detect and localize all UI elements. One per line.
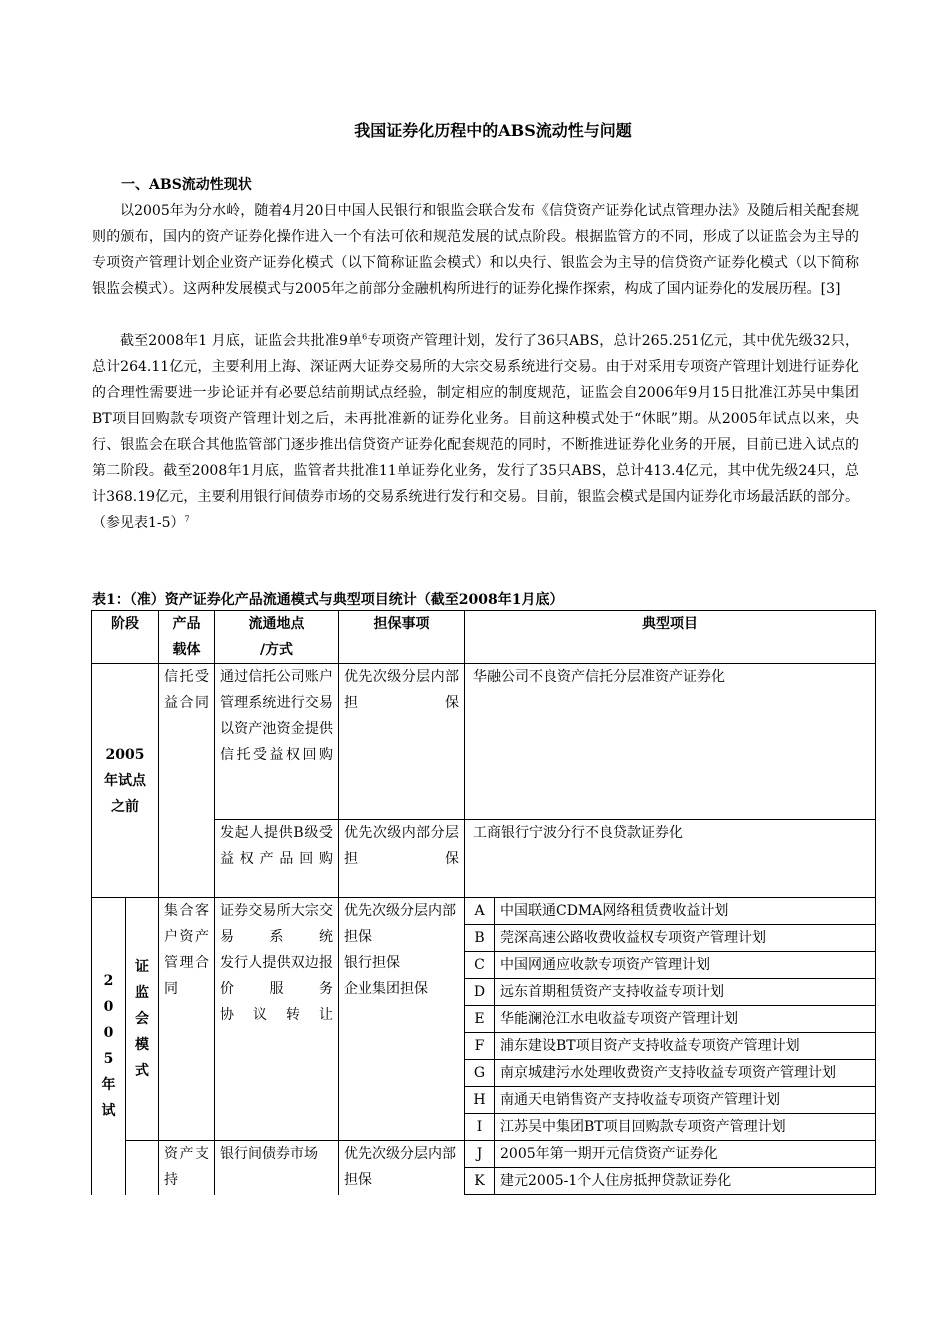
csrc-carrier: 集合客户资产管理合同 xyxy=(159,898,215,1141)
project-letter: H xyxy=(465,1087,495,1114)
project-letter: J xyxy=(465,1141,495,1168)
guarantee-cell: 优先次级分层内部担保 xyxy=(339,664,465,820)
stage-pre2005: 2005 年试点 之前 xyxy=(92,664,159,898)
table-header-row xyxy=(92,611,876,664)
project-name: 中国网通应收款专项资产管理计划 xyxy=(495,952,876,979)
footnote-ref-6: 6 xyxy=(362,332,368,342)
csrc-venue: 证券交易所大宗交易系统 发行人提供双边报价服务 协议转让 xyxy=(215,898,339,1141)
cbrc-venue: 银行间债券市场 xyxy=(215,1141,339,1195)
project-letter: D xyxy=(465,979,495,1006)
stage-2005-trial: 2 0 0 5 年 试 xyxy=(92,898,126,1195)
section-heading: 一、ABS流动性现状 xyxy=(121,177,252,193)
project-name: 2005年第一期开元信贷资产证券化 xyxy=(495,1141,876,1168)
project-cell: 工商银行宁波分行不良贷款证券化 xyxy=(465,820,876,898)
project-name: 远东首期租赁资产支持收益专项计划 xyxy=(495,979,876,1006)
project-letter: B xyxy=(465,925,495,952)
header-stage: 阶段 xyxy=(92,611,159,664)
venue-cell: 通过信托公司账户管理系统进行交易 以资产池资金提供信托受益权回购 xyxy=(215,664,339,820)
carrier-trust: 信托受益合同 xyxy=(159,664,215,898)
abs-table xyxy=(91,610,876,1195)
project-name: 中国联通CDMA网络租赁费收益计划 xyxy=(495,898,876,925)
header-venue: 流通地点 /方式 xyxy=(215,611,339,664)
project-letter: K xyxy=(465,1168,495,1195)
paragraph-1: 以2005年为分水岭，随着4月20日中国人民银行和银监会联合发布《信贷资产证券化试点管理办法》及随后相关配套规则的颁布，国内的资产证券化操作进入一个有法可依和规范发展的试点阶段。根据监管方的不同，形成了以证监会为主导的专项资产管理计划企业资产证券化模式（以下简称证监会模式）和以央行、银监会为主导的信贷资产证券化模式（以下简称银监会模式）。这两种发展模式与2005年之前部分金融机构所进行的证券化操作探索，构成了国内证券化的发展历程。[3] xyxy=(92,203,859,297)
project-letter: C xyxy=(465,952,495,979)
paragraph-2-part-a: 截至2008年1 月底，证监会共批准9单 xyxy=(120,333,363,349)
project-letter: G xyxy=(465,1060,495,1087)
project-letter: A xyxy=(465,898,495,925)
project-name: 南京城建污水处理收费资产支持收益专项资产管理计划 xyxy=(495,1060,876,1087)
cbrc-carrier: 资产支持 xyxy=(159,1141,215,1195)
paragraph-2 xyxy=(92,328,859,536)
table-caption: 表1：（准）资产证券化产品流通模式与典型项目统计（截至2008年1月底） xyxy=(92,592,564,608)
header-projects: 典型项目 xyxy=(465,611,876,664)
csrc-mode: 证 监 会 模 式 xyxy=(126,898,159,1141)
project-name: 莞深高速公路收费收益权专项资产管理计划 xyxy=(495,925,876,952)
csrc-guarantee: 优先次级分层内部担保 银行担保 企业集团担保 xyxy=(339,898,465,1141)
project-cell: 华融公司不良资产信托分层准资产证券化 xyxy=(465,664,876,820)
project-name: 建元2005-1个人住房抵押贷款证券化 xyxy=(495,1168,876,1195)
table-row xyxy=(92,898,876,925)
cbrc-mode xyxy=(126,1141,159,1195)
project-name: 华能澜沧江水电收益专项资产管理计划 xyxy=(495,1006,876,1033)
guarantee-cell: 优先次级内部分层担保 xyxy=(339,820,465,898)
venue-cell: 发起人提供B级受益权产品回购 xyxy=(215,820,339,898)
project-name: 江苏吴中集团BT项目回购款专项资产管理计划 xyxy=(495,1114,876,1141)
footnote-ref-7: 7 xyxy=(184,514,190,524)
project-letter: E xyxy=(465,1006,495,1033)
table-row xyxy=(92,1141,876,1168)
header-carrier: 产品 载体 xyxy=(159,611,215,664)
project-letter: F xyxy=(465,1033,495,1060)
cbrc-guarantee: 优先次级分层内部担保 xyxy=(339,1141,465,1195)
paragraph-2-part-b: 专项资产管理计划，发行了36只ABS，总计265.251亿元，其中优先级32只，总计264.11亿元，主要利用上海、深证两大证券交易所的大宗交易系统进行交易。由于对采用专项资产管理计划进行证券化的合理性需要进一步论证并有必要总结前期试点经验，制定相应的制度规范，证监会自2006年9月15日批准江苏吴中集团BT项目回购款专项资产管理计划之后，未再批准新的证券化业务。目前这种模式处于“休眠”期。从2005年试点以来，央行、银监会在联合其他监管部门逐步推出信贷资产证券化配套规范的同时，不断推进证券化业务的开展，目前已进入试点的第二阶段。截至2008年1月底，监管者共批准11单证券化业务，发行了35只ABS，总计413.4亿元，其中优先级24只，总计368.19亿元，主要利用银行间债券市场的交易系统进行发行和交易。目前，银监会模式是国内证券化市场最活跃的部分。（参见表1-5） xyxy=(92,333,859,531)
header-guarantee: 担保事项 xyxy=(339,611,465,664)
document-title: 我国证券化历程中的ABS流动性与问题 xyxy=(354,121,632,140)
project-letter: I xyxy=(465,1114,495,1141)
project-name: 南通天电销售资产支持收益专项资产管理计划 xyxy=(495,1087,876,1114)
project-name: 浦东建设BT项目资产支持收益专项资产管理计划 xyxy=(495,1033,876,1060)
table-row xyxy=(92,664,876,820)
